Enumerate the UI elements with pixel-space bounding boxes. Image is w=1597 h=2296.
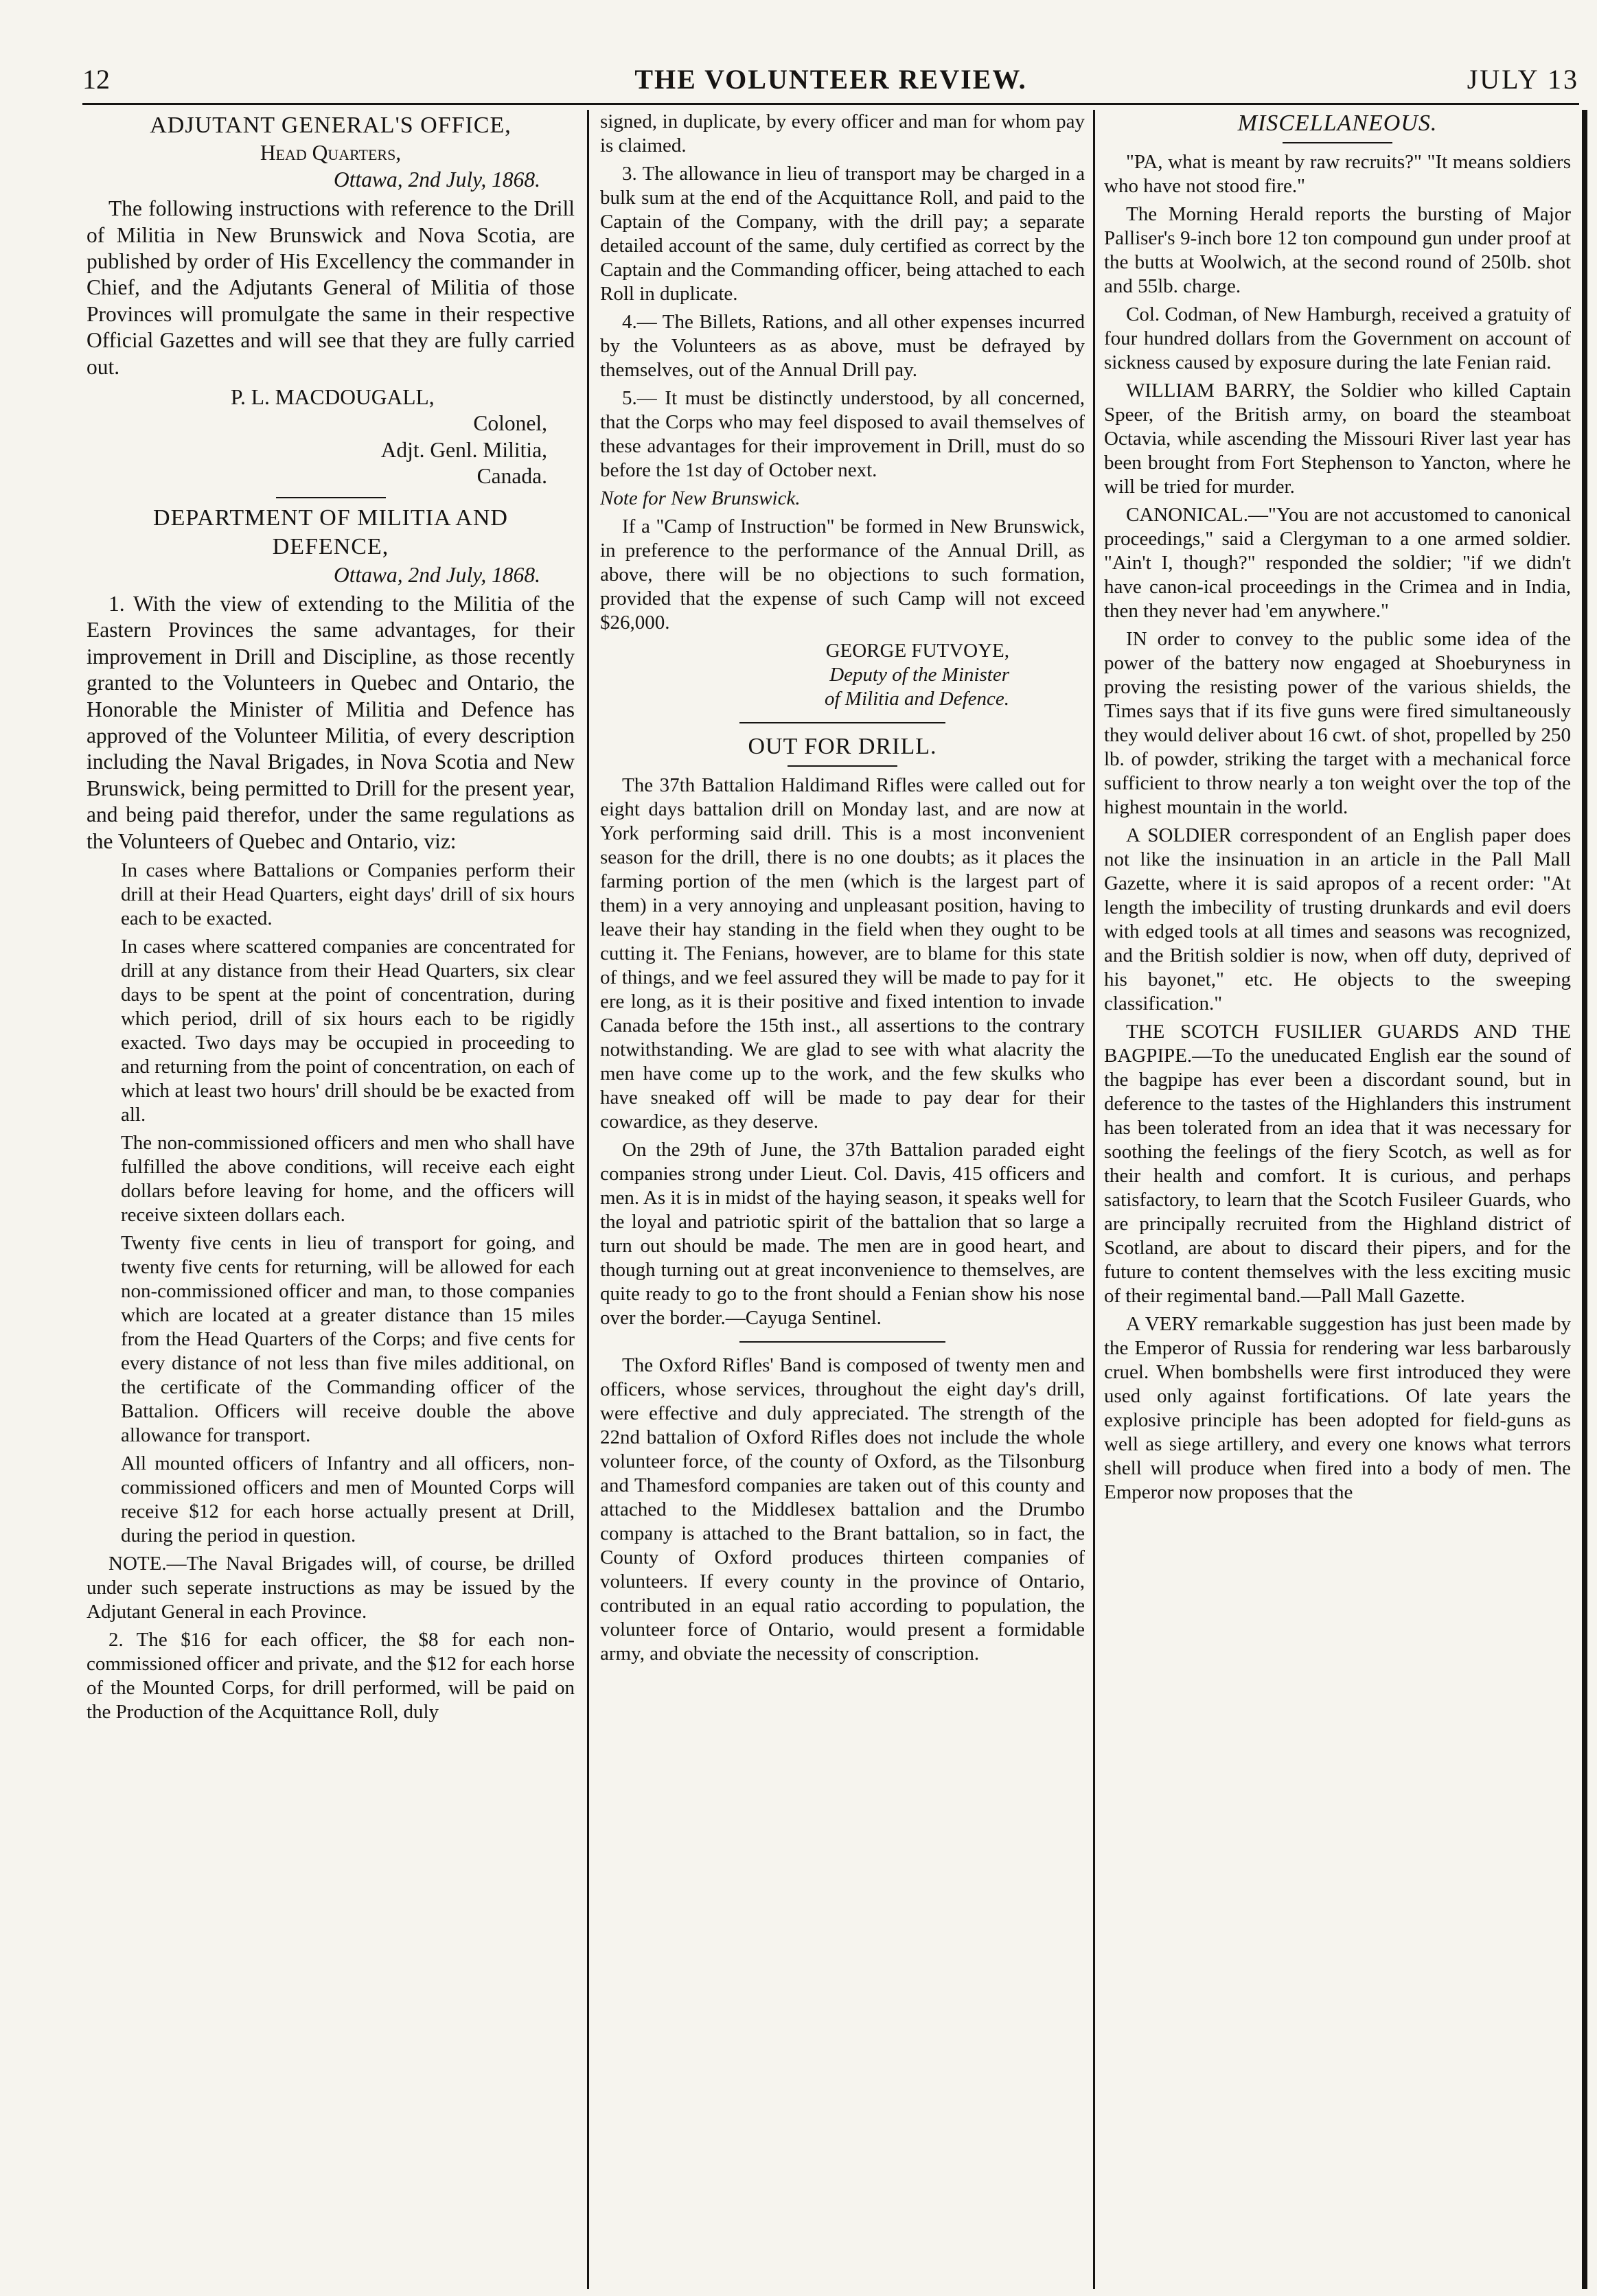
camp-paragraph: If a "Camp of Instruction" be formed in New Brunswick, in preference to the performance of the Annual Drill, as above, there will be no objections to such formation, provided that the expense of such Camp will not exceed $26,000. (600, 515, 1085, 634)
news-item: IN order to convey to the public some idea of the power of the battery now engaged at Shoeburyness in proving the resisting power of the various shields, the Times says that if its five guns were fired simultaneously they would deliver about 16 cwt. of shot, propelled by 250 lb. of powder, striking the target with a mechanical force sufficient to throw nearly a ton weight over the top of the highest mountain in the world. (1104, 628, 1571, 818)
section-rule (739, 1341, 945, 1343)
signature-rank: Colonel, (473, 411, 547, 436)
paragraph-2: 2. The $16 for each officer, the $8 for each non-commissioned officer and private, and the $12 for each horse of the Mounted Corps, for drill performed, will be paid on the Production of the Acquittance Roll, duly (87, 1628, 575, 1723)
newspaper-title: THE VOLUNTEER REVIEW. (634, 64, 1027, 95)
news-item: The Morning Herald reports the bursting of Major Palliser's 9-inch bore 12 ton compound gun under proof at the butts at Woolwich, at the second round of 250lb. shot and 55lb. charge. (1104, 203, 1571, 297)
heading-rule (788, 765, 897, 767)
note-heading: Note for New Brunswick. (600, 487, 801, 509)
signature-title: of Militia and Defence. (825, 688, 1009, 710)
column-divider (1093, 110, 1095, 2289)
section-rule (739, 722, 945, 723)
news-item: A SOLDIER correspondent of an English paper does not like the insinuation in an article in the Pall Mall Gazette, where it is said apropos of a recent order: "At length the imbecility of trusting drunkards and evil doers with edged tools at all times and seasons was recognized, and the British soldier is now, when off duty, deprived of his bayonet," etc. He objects to the sweeping classification." (1104, 824, 1571, 1014)
column-1 (87, 110, 575, 2279)
paragraph-4: 4.— The Billets, Rations, and all other expenses incurred by the Volunteers as as above, must be defrayed by themselves, out of the Annual Drill pay. (600, 311, 1085, 381)
section-rule (276, 497, 386, 498)
section-heading: MISCELLANEOUS. (1237, 111, 1438, 136)
header-rule (82, 103, 1579, 105)
note-paragraph: NOTE.—The Naval Brigades will, of course, be drilled under such seperate instructions as may be issued by the Adjutant General in each Province. (87, 1552, 575, 1623)
news-item: "PA, what is meant by raw recruits?" "It means soldiers who have not stood fire." (1104, 151, 1571, 197)
office-paragraph: The following instructions with reference to the Drill of Militia in New Brunswick and Nova Scotia, are published by order of His Excellency the commander in Chief, and the Adjutants General of Militia of those Provinces will promulgate the same in their respective Official Gazettes and will see that they are fully carried out. (87, 196, 575, 379)
clause: Twenty five cents in lieu of transport for going, and twenty five cents for returning, will be allowed for each non-commissioned officer and man, to those companies which are located at a greater distance than 15 miles from the Head Quarters of the Corps; and five cents for every distance of not less than five miles additional, on the certificate of the Commanding officer of the Battalion. Officers will receive double the above allowance for transport. (121, 1231, 575, 1446)
column-2 (600, 110, 1085, 2279)
signature-title: Adjt. Genl. Militia, (380, 437, 547, 462)
news-item: CANONICAL.—"You are not accustomed to canonical proceedings," said a Clergyman to a one armed soldier. "Ain't I, though?" responded the soldier; "if we didn't have canon-ical proceedings in the Crimea and in India, then they never had 'em anywhere." (1104, 504, 1571, 622)
office-subheading: Head Quarters, (260, 141, 402, 165)
masthead (82, 60, 1579, 99)
heading-rule (1283, 142, 1392, 143)
paragraph-5: 5.— It must be distinctly understood, by all concerned, that the Corps who may feel disposed to avail themselves of these advantages for their improvement in Drill, must do so before the 1st day of October next. (600, 387, 1085, 481)
clause: The non-commissioned officers and men who shall have fulfilled the above conditions, will receive each eight dollars before leaving for home, and the officers will receive sixteen dollars each. (121, 1131, 575, 1226)
news-item: WILLIAM BARRY, the Soldier who killed Captain Speer, of the British army, on board the steamboat Octavia, while ascending the Missouri River last year has been brought from Fort Stephenson to Yancton, where he will be tried for murder. (1104, 380, 1571, 498)
column-3 (1104, 110, 1571, 2279)
paragraph-3: 3. The allowance in lieu of transport may be charged in a bulk sum at the end of the Acquittance Roll, and paid to the Captain of the Company, with the drill pay; a separate detailed account of the same, duly certified as correct by the Captain and the Commanding officer, being attached to each Roll in duplicate. (600, 163, 1085, 305)
department-heading-line-2: DEFENCE, (272, 534, 389, 560)
news-item: THE SCOTCH FUSILIER GUARDS AND THE BAGPIPE.—To the uneducated English ear the sound of the bagpipe has ever been a discordant sound, but in deference to the tastes of the Highlanders this instrument has been tolerated from an idea that it was necessary for soothing the feelings of the fiery Scotch, as well as for their health and comfort. It is curious, and perhaps satisfactory, to learn that the Scotch Fusileer Guards, who are principally recruited from the Highland district of Scotland, are about to discard their pipers, and for the future to content themselves with the less exciting music of their regimental band.—Pall Mall Gazette. (1104, 1021, 1571, 1307)
office-heading: ADJUTANT GENERAL'S OFFICE, (150, 113, 512, 138)
signature-title: Deputy of the Minister (829, 664, 1009, 686)
paragraph-1: 1. With the view of extending to the Militia of the Eastern Provinces the same advantages, for their improvement in Drill and Discipline, as those recently granted to the Volunteers in Quebec and Ontario, the Honorable the Minister of Militia and Defence has approved of the Volunteer Militia, of every description including the Naval Brigades, in Nova Scotia and New Brunswick, being permitted to Drill for the present year, and being paid therefor, under the same regulations as the Volunteers of Quebec and Ontario, viz: (87, 591, 575, 853)
signature-name: P. L. MACDOUGALL, (231, 385, 435, 410)
column-divider (587, 110, 589, 2289)
article-paragraph: The Oxford Rifles' Band is composed of twenty men and officers, whose services, throughout the eight day's drill, were effective and duly appreciated. The strength of the 22nd battalion of Oxford Rifles does not include the whole volunteer force, of the county of Oxford, as the Tilsonburg and Thamesford companies are taken out of this county and attached to the Middlesex battalion and the Drumbo company is attached to the Brant battalion, so in fact, the County of Oxford produces thirteen companies of volunteers. If every county in the province of Ontario, contributed in an equal ratio according to population, the volunteer force of Ontario, would present a formidable army, and obviate the necessity of conscription. (600, 1354, 1085, 1665)
clause: In cases where scattered companies are concentrated for drill at any distance from their Head Quarters, six clear days to be spent at the point of concentration, during which period, drill of six hours each to be rigidly exacted. Two days may be occupied in proceeding to and returning from the point of concentration, on each of which at least two hours' drill should be be exacted from all. (121, 935, 575, 1126)
article-paragraph: The 37th Battalion Haldimand Rifles were called out for eight days battalion drill on Monday last, and are now at York performing said drill. This is a most inconvenient season for the drill, there is no one doubts; as it places the farming portion of the men (which is the largest part of them) in a very annoying and unpleasant position, having to leave their hay standing in the field when they ought to be cutting it. The Fenians, however, are to blame for this state of things, and we feel assured they will be made to pay for it ere long, as it is their positive and fixed intention to invade Canada before the 15th inst., all assertions to the contrary notwithstanding. We are glad to see with what alacrity the men have come up to the work, and the few skulks who have sneaked off will be made to pay dear for their cowardice, as they deserve. (600, 774, 1085, 1133)
signature-name: GEORGE FUTVOYE, (825, 640, 1009, 662)
issue-date: JULY 13 (1467, 64, 1579, 95)
article-paragraph: On the 29th of June, the 37th Battalion paraded eight companies strong under Lieut. Col. Davis, 415 officers and men. As it is in midst of the haying season, it speaks well for the loyal and patriotic spirit of the battalion that so large a turn out should be made. The men are in good heart, and though turning out at great inconvenience to themselves, are quite ready to go to the front should a Fenian show his nose over the border.—Cayuga Sentinel. (600, 1139, 1085, 1329)
article-heading: OUT FOR DRILL. (748, 734, 937, 759)
page-number: 12 (82, 64, 110, 95)
department-heading: DEPARTMENT OF MILITIA AND (153, 505, 508, 531)
clause: In cases where Battalions or Companies perform their drill at their Head Quarters, eight days' drill of six hours each to be exacted. (121, 859, 575, 929)
page-edge (1582, 110, 1587, 2289)
signature-place: Canada. (476, 464, 547, 489)
continued-paragraph: signed, in duplicate, by every officer and man for whom pay is claimed. (600, 111, 1085, 156)
news-item: Col. Codman, of New Hamburgh, received a gratuity of four hundred dollars from the Government on account of sickness caused by exposure during the late Fenian raid. (1104, 303, 1571, 373)
office-dateline: Ottawa, 2nd July, 1868. (334, 167, 540, 192)
department-dateline: Ottawa, 2nd July, 1868. (334, 562, 540, 587)
news-item: A VERY remarkable suggestion has just been made by the Emperor of Russia for rendering war less barbarously cruel. When bombshells were first introduced they were used only against fortifications. Of late years the explosive principle has been adopted for field-guns as well as siege artillery, and every one knows what terrors shell will produce when fired into a body of men. The Emperor now proposes that the (1104, 1313, 1571, 1503)
clause: All mounted officers of Infantry and all officers, non-commissioned officers and men of Mounted Corps will receive $12 for each horse actually present at Drill, during the period in question. (121, 1452, 575, 1546)
